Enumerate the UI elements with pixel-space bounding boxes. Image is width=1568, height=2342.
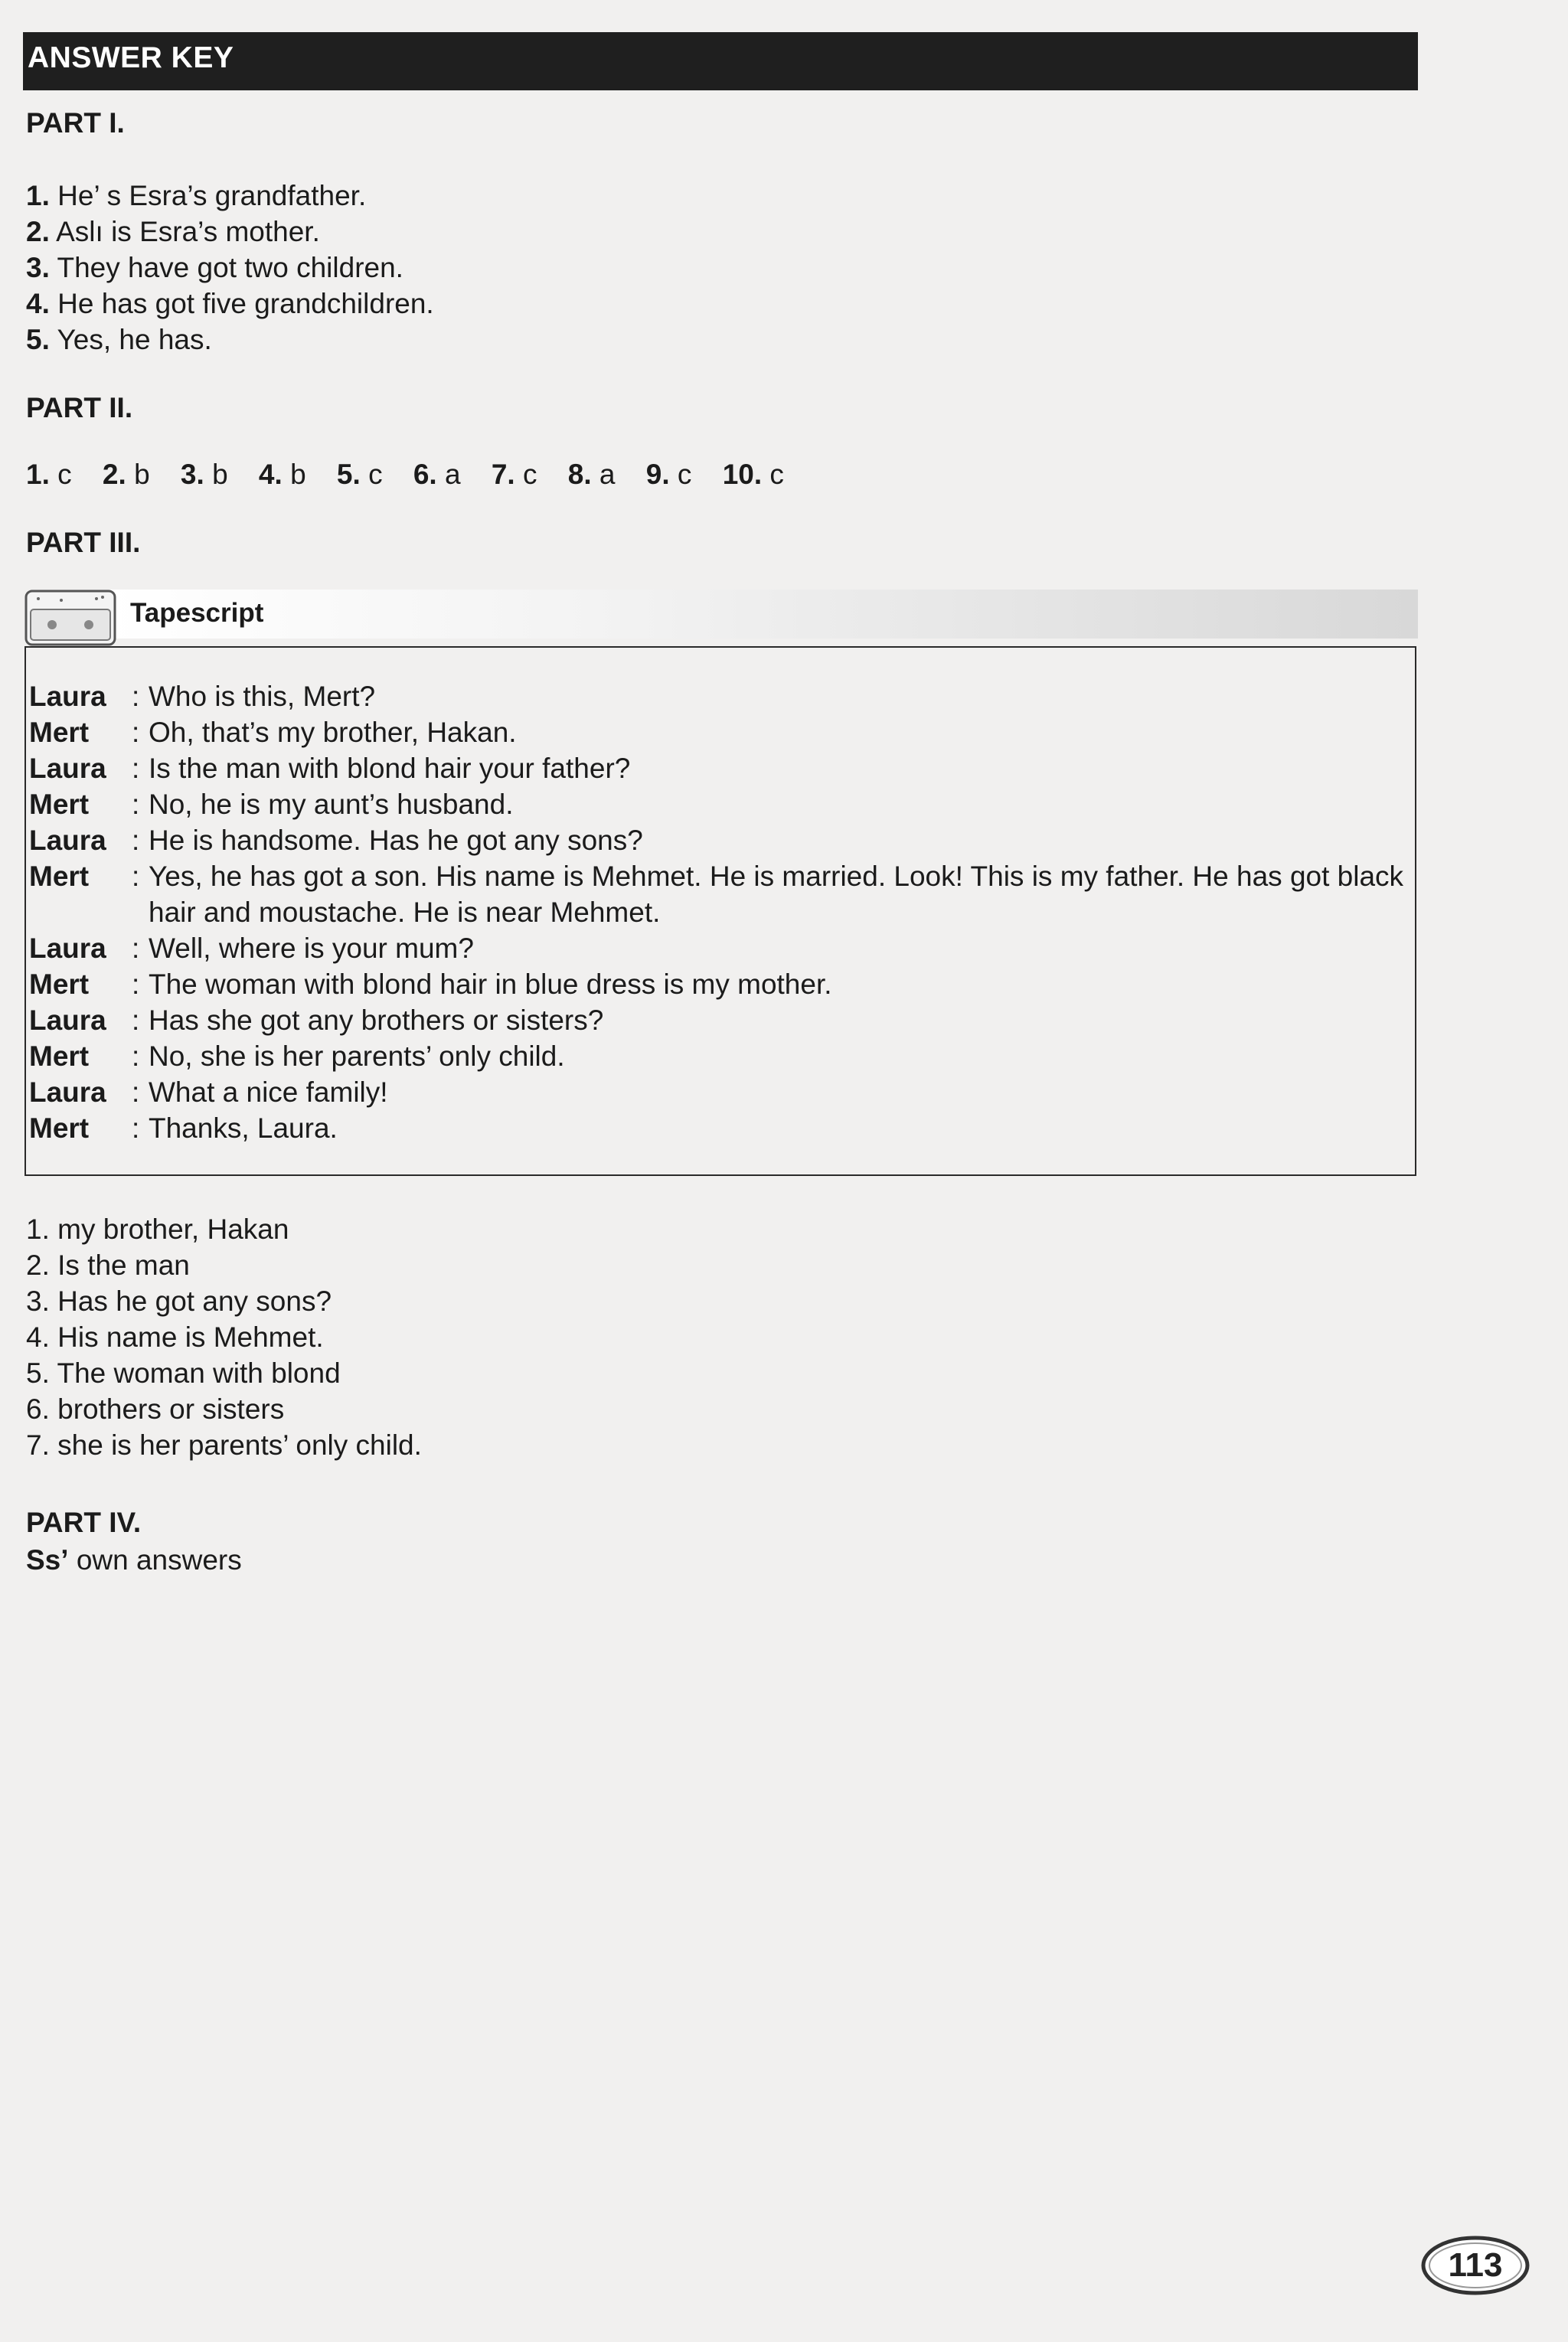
part-1-answer: 5. Yes, he has. (26, 324, 212, 355)
part-1-heading: PART I. (26, 107, 125, 139)
mc-answer: 5. c (336, 459, 383, 490)
part-1-answer: 4. He has got five grandchildren. (26, 288, 434, 319)
cassette-tape-icon (24, 590, 116, 646)
mc-answer: 8. a (567, 459, 616, 490)
tapescript-box (24, 646, 1416, 1176)
dialogue-line: Laura : Is the man with blond hair your father? (29, 753, 631, 784)
part-2-answers (26, 456, 807, 494)
dialogue-line: Laura : Who is this, Mert? (29, 681, 376, 712)
part-1-answer: 2. Aslı is Esra’s mother. (26, 216, 320, 247)
page-number: 113 (1448, 2246, 1503, 2284)
mc-answer: 4. b (258, 459, 306, 490)
dialogue-line: Laura : Well, where is your mum? (29, 933, 474, 964)
part-3-answer: 4. His name is Mehmet. (26, 1321, 324, 1353)
answer-key-title: ANSWER KEY (28, 41, 234, 74)
part-3-answer: 3. Has he got any sons? (26, 1285, 332, 1317)
dialogue-line: Mert : Oh, that’s my brother, Hakan. (29, 717, 517, 748)
dialogue-line: Mert : No, she is her parents’ only child. (29, 1040, 565, 1072)
part-3-heading: PART III. (26, 527, 141, 558)
mc-answer: 6. a (413, 459, 461, 490)
dialogue-line: Laura : What a nice family! (29, 1076, 388, 1108)
tapescript-header (23, 588, 1418, 639)
page-number-badge (1418, 2233, 1533, 2298)
answer-key-header-bar (23, 32, 1418, 90)
part-1-answer: 3. They have got two children. (26, 252, 403, 283)
tapescript-label: Tapescript (130, 598, 264, 628)
mc-answer: 3. b (180, 459, 228, 490)
dialogue-line: Mert : Yes, he has got a son. His name is Mehmet. He is married. Look! This is my father. He has got black hair and moustache. He is near Mehmet. (29, 861, 1404, 928)
part-4-answer: Ss’ own answers (26, 1544, 242, 1576)
dialogue-line: Laura : Has she got any brothers or sisters? (29, 1004, 604, 1036)
mc-answer: 10. c (722, 459, 784, 490)
part-4-heading: PART IV. (26, 1507, 142, 1538)
dialogue-line: Mert : No, he is my aunt’s husband. (29, 789, 514, 820)
part-3-answer: 6. brothers or sisters (26, 1393, 285, 1425)
part-3-answer: 7. she is her parents’ only child. (26, 1429, 422, 1461)
part-3-answer: 1. my brother, Hakan (26, 1213, 289, 1245)
dialogue-line: Laura : He is handsome. Has he got any sons? (29, 825, 643, 856)
part-3-answer: 5. The woman with blond (26, 1357, 341, 1389)
part-3-answer: 2. Is the man (26, 1249, 190, 1281)
mc-answer: 9. c (645, 459, 692, 490)
part-2-heading: PART II. (26, 392, 133, 423)
mc-answer: 2. b (102, 459, 150, 490)
part-1-answers (26, 178, 434, 358)
dialogue-line: Mert : The woman with blond hair in blue dress is my mother. (29, 968, 832, 1000)
tapescript-header-band (109, 590, 1418, 639)
part-3-answers (26, 1211, 422, 1463)
mc-answer: 1. c (26, 459, 72, 490)
part-1-answer: 1. He’ s Esra’s grandfather. (26, 180, 367, 211)
mc-answer: 7. c (491, 459, 537, 490)
dialogue-line: Mert : Thanks, Laura. (29, 1112, 338, 1144)
